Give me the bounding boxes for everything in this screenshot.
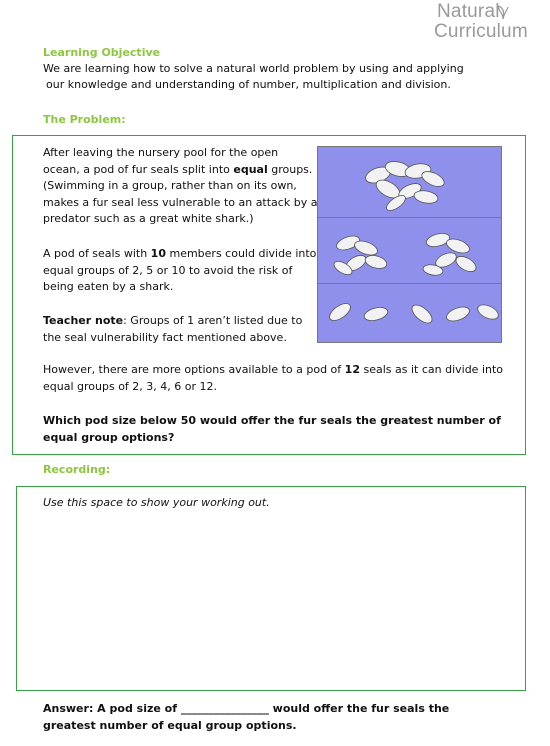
logo-line-1: Natural [437, 1, 500, 22]
problem-paragraph-2: A pod of seals with 10 members could divide into equal groups of 2, 5 or 10 to avoid the risk of being eaten by a shark. [43, 247, 317, 293]
problem-paragraph-3: However, there are more options available to a pod of 12 seals as it can divide into equal groups of 2, 3, 4, 6 or 12. [43, 363, 504, 393]
seal-group-row-3 [318, 284, 501, 342]
seal-group-image-2 [318, 218, 501, 283]
objective-line-2: our knowledge and understanding of number, multiplication and division. [46, 78, 451, 91]
leaf-icon [496, 4, 510, 20]
seal-group-image-1 [318, 147, 501, 217]
fur-seals-illustration [317, 146, 502, 343]
problem-question: Which pod size below 50 would offer the fur seals the greatest number of equal group options? [43, 414, 501, 444]
logo-line-2: Curriculum [434, 21, 528, 42]
learning-objective-heading: Learning Objective [43, 46, 161, 59]
natural-curriculum-logo [434, 2, 542, 42]
seal-group-image-3 [318, 284, 501, 342]
problem-heading: The Problem: [43, 113, 126, 126]
objective-line-1: We are learning how to solve a natural world problem by using and applying [43, 62, 464, 75]
recording-placeholder: Use this space to show your working out. [43, 496, 270, 509]
answer-line-1: Answer: A pod size of ________________ would offer the fur seals the [43, 702, 450, 715]
teacher-note: Teacher note: Groups of 1 aren’t listed due to the seal vulnerability fact mentioned above. [43, 314, 303, 344]
problem-paragraph-1: After leaving the nursery pool for the open ocean, a pod of fur seals split into equal groups. (Swimming in a group, rather than on its own, makes a fur seal less vulnerable to an attack by a predator such as a great white shark.) [43, 146, 318, 225]
seal-group-row-2 [318, 218, 501, 283]
answer-line-2: greatest number of equal group options. [43, 718, 297, 732]
seal-group-row-1 [318, 147, 501, 217]
recording-box[interactable] [16, 486, 526, 691]
answer-text [43, 701, 449, 734]
recording-heading: Recording: [43, 463, 111, 476]
